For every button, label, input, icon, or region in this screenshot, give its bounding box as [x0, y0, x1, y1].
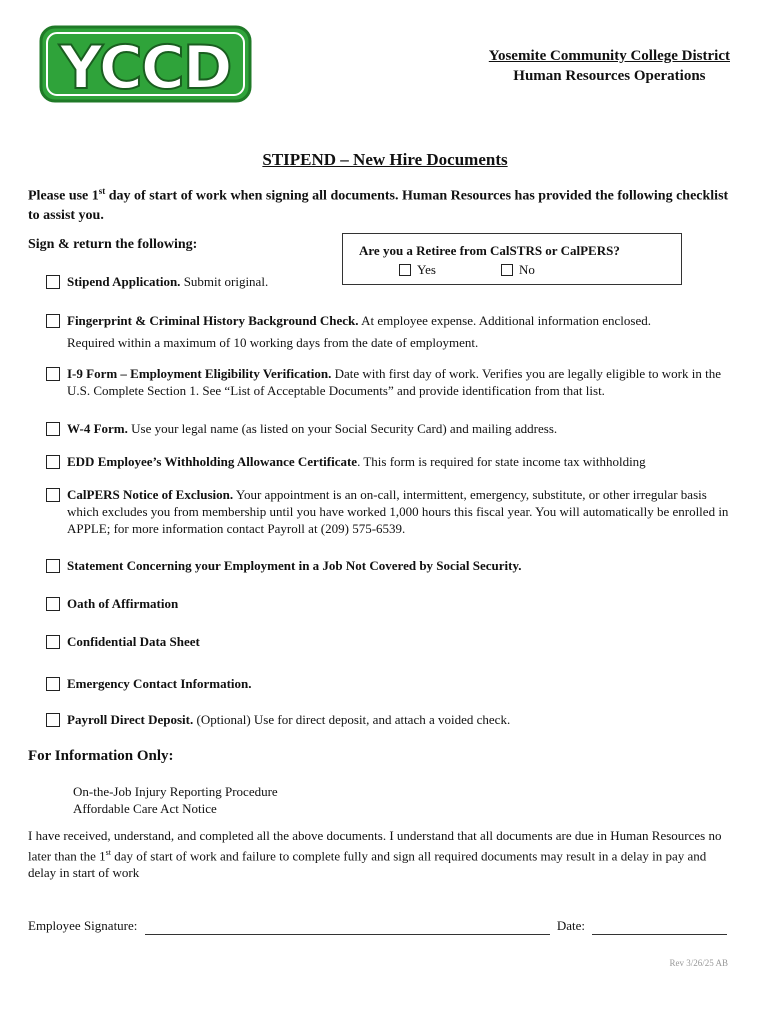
checkbox[interactable]: [46, 677, 60, 691]
employee-signature-label: Employee Signature:: [28, 918, 138, 933]
retiree-no-checkbox[interactable]: [501, 264, 513, 276]
checkbox[interactable]: [46, 597, 60, 611]
checkbox[interactable]: [46, 367, 60, 381]
signature-row: [28, 918, 727, 935]
checkbox[interactable]: [46, 635, 60, 649]
org-name: Yosemite Community College District: [488, 48, 730, 64]
acknowledgement-text: I have received, understand, and completed all the above documents. I understand that all documents are due in Human Resources no later than the 1st day of start of work and failure to complete fully and sign all required documents may result in a delay in pay and delay in start of work: [28, 828, 722, 881]
checkbox[interactable]: [46, 488, 60, 502]
retiree-yes-option[interactable]: Yes: [399, 262, 436, 278]
sign-return-heading: Sign & return the following:: [28, 237, 198, 252]
checkbox[interactable]: [46, 455, 60, 469]
retiree-yes-checkbox[interactable]: [399, 264, 411, 276]
checklist-item-emergency-contact: Emergency Contact Information.: [46, 675, 252, 692]
checklist-item-w4: W-4 Form. Use your legal name (as listed on your Social Security Card) and mailing address.: [46, 420, 557, 437]
retiree-question: Are you a Retiree from CalSTRS or CalPERS?: [359, 243, 620, 258]
retiree-no-option[interactable]: No: [501, 262, 535, 278]
checklist-item-social-security: Statement Concerning your Employment in a Job Not Covered by Social Security.: [46, 557, 522, 574]
checklist-item-edd: EDD Employee’s Withholding Allowance Certificate. This form is required for state income tax withholding: [46, 453, 646, 470]
ycd-logo: [38, 24, 253, 104]
revision-note: Rev 3/26/25 AB: [669, 958, 728, 968]
info-only-heading: For Information Only:: [28, 748, 174, 764]
checkbox[interactable]: [46, 422, 60, 436]
org-header: [489, 46, 730, 86]
info-item: On-the-Job Injury Reporting Procedure: [73, 784, 278, 799]
checklist-item-direct-deposit: Payroll Direct Deposit. (Optional) Use for direct deposit, and attach a voided check.: [46, 711, 510, 728]
logo-text: YCCD: [59, 33, 231, 103]
checklist-item-confidential-data: Confidential Data Sheet: [46, 633, 200, 650]
info-list: [73, 783, 278, 817]
checkbox[interactable]: [46, 314, 60, 328]
checklist-item-i9: I-9 Form – Employment Eligibility Verification. Date with first day of work. Verifies you are legally eligible to work in the U.S. Complete Section 1. See “List of Acceptable Documents” and provide identification from that list.: [46, 365, 736, 399]
info-item: Affordable Care Act Notice: [73, 801, 217, 816]
intro-text: Please use 1st day of start of work when signing all documents. Human Resources has provided the following checklist to assist you.: [28, 186, 729, 223]
employee-signature-field[interactable]: [145, 918, 550, 935]
fingerprint-note: Required within a maximum of 10 working days from the date of employment.: [67, 335, 479, 350]
date-field[interactable]: [592, 918, 727, 935]
checklist-item-fingerprint: Fingerprint & Criminal History Background Check. At employee expense. Additional information enclosed. Required within a maximum of 10 working days from the date of employment.: [46, 312, 726, 351]
department-name: Human Resources Operations: [513, 68, 706, 84]
checklist-item-oath: Oath of Affirmation: [46, 595, 178, 612]
page-title: STIPEND – New Hire Documents: [262, 150, 508, 169]
checkbox[interactable]: [46, 713, 60, 727]
checklist-item-stipend-application: Stipend Application. Submit original.: [46, 273, 268, 290]
date-label: Date:: [556, 918, 586, 933]
checklist-item-calpers: CalPERS Notice of Exclusion. Your appointment is an on-call, intermittent, emergency, substitute, or other irregular basis which excludes you from membership until you have worked 1,000 hours this fiscal year. You will automatically be enrolled in APPLE; for more information contact Payroll at (209) 575-6539.: [46, 486, 736, 537]
checkbox[interactable]: [46, 559, 60, 573]
retiree-box: [342, 233, 682, 285]
checkbox[interactable]: [46, 275, 60, 289]
